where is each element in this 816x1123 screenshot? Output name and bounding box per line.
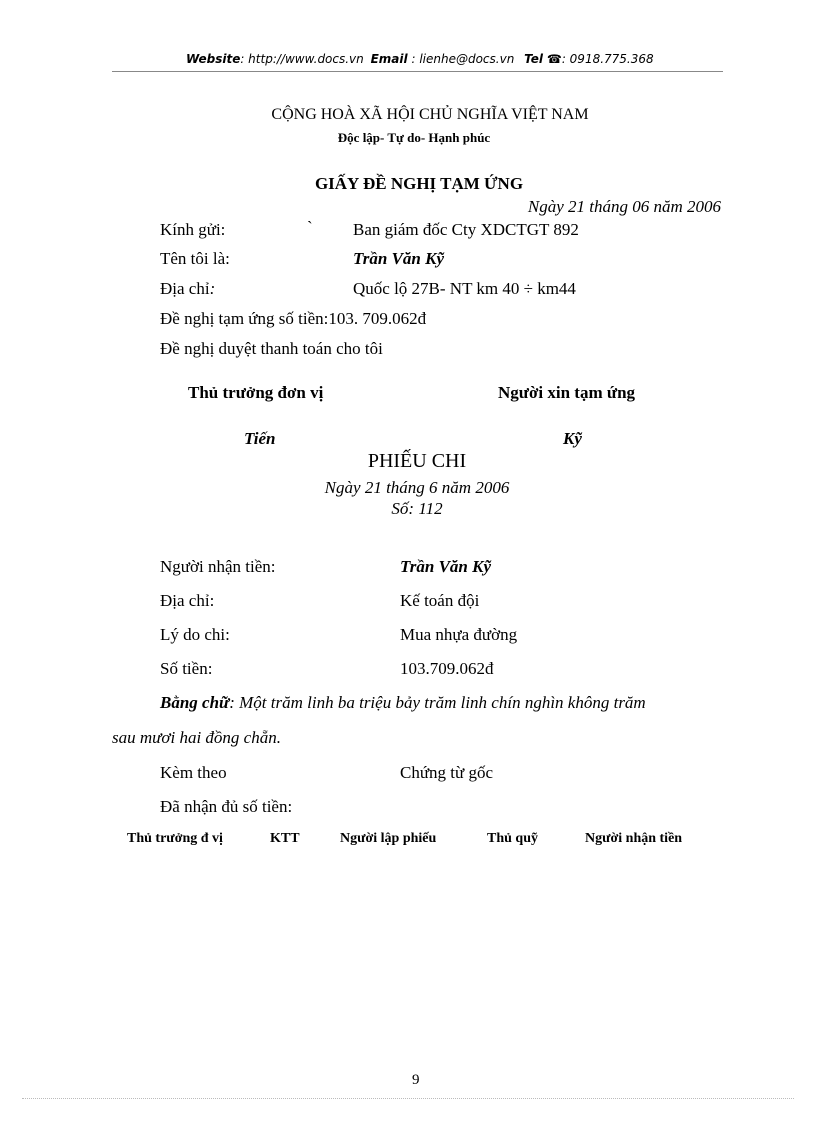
voucher-address-label: Địa chỉ: — [160, 591, 215, 610]
words-line2: sau mươi hai đồng chẵn. — [112, 728, 281, 747]
tel-value: : 0918.775.368 — [561, 52, 654, 66]
to-mark: ` — [307, 218, 313, 237]
website-value: : http://www.docs.vn — [240, 52, 364, 66]
name-value: Trần Văn Kỹ — [353, 249, 445, 268]
receiver-label: Người nhận tiền: — [160, 557, 276, 576]
voucher-amount-value: 103.709.062đ — [400, 659, 494, 678]
words-line1: : Một trăm linh ba triệu bảy trăm linh chín nghìn không trăm — [229, 693, 646, 712]
motto: Độc lập- Tự do- Hạnh phúc — [337, 130, 491, 145]
sign-right-name: Kỹ — [563, 429, 582, 448]
reason-label: Lý do chi: — [160, 625, 230, 644]
national-title: CỘNG HOÀ XÃ HỘI CHỦ NGHĨA VIỆT NAM — [271, 106, 589, 123]
voucher-number: Số: 112 — [391, 499, 443, 518]
receiver-value: Trần Văn Kỹ — [400, 557, 492, 576]
approve-line: Đề nghị duyệt thanh toán cho tôi — [160, 339, 383, 358]
voucher-address-value: Kế toán đội — [400, 591, 480, 610]
attach-value: Chứng từ gốc — [400, 763, 494, 782]
doc-title: GIẤY ĐỀ NGHỊ TẠM ỨNG — [314, 174, 524, 193]
amount-line: Đề nghị tạm ứng số tiền:103. 709.062đ — [160, 309, 427, 328]
tel-label: Tel — [524, 52, 544, 66]
amount-in-words — [160, 693, 646, 713]
to-value: Ban giám đốc Cty XDCTGT 892 — [353, 220, 579, 239]
received-label: Đã nhận đủ số tiền: — [160, 797, 293, 816]
email-value: : lienhe@docs.vn — [411, 52, 515, 66]
sig-preparer: Người lập phiếu — [340, 831, 437, 846]
sign-left-title: Thủ trưởng đơn vị — [188, 383, 324, 402]
phone-icon: ☎ — [546, 52, 562, 66]
sig-chief-accountant: KTT — [270, 831, 300, 846]
words-label: Bằng chữ — [160, 693, 230, 712]
voucher-title: PHIẾU CHI — [367, 450, 467, 472]
header-rule — [112, 71, 723, 72]
reason-value: Mua nhựa đường — [400, 625, 518, 644]
sig-cashier: Thủ quỹ — [487, 831, 538, 846]
page-number: 9 — [412, 1072, 420, 1088]
name-label: Tên tôi là: — [160, 249, 230, 268]
sign-right-title: Người xin tạm ứng — [498, 383, 636, 402]
sig-receiver: Người nhận tiền — [585, 831, 683, 846]
attach-label: Kèm theo — [160, 763, 227, 782]
email-label: Email — [370, 52, 408, 66]
website-label: Website — [186, 52, 241, 66]
address-label-text: Địa chỉ — [160, 279, 210, 298]
page-bottom-border — [22, 1098, 794, 1099]
address-value: Quốc lộ 27B- NT km 40 ÷ km44 — [353, 279, 576, 298]
address-colon: : — [209, 279, 216, 298]
proposal-date: Ngày 21 tháng 06 năm 2006 — [527, 197, 721, 216]
page-header — [186, 52, 654, 66]
to-label: Kính gửi: — [160, 220, 226, 239]
voucher-amount-label: Số tiền: — [160, 659, 213, 678]
sign-left-name: Tiến — [244, 429, 276, 448]
sig-director: Thủ trưởng đ vị — [127, 831, 223, 846]
address-label — [160, 279, 215, 299]
voucher-date: Ngày 21 tháng 6 năm 2006 — [324, 478, 510, 497]
